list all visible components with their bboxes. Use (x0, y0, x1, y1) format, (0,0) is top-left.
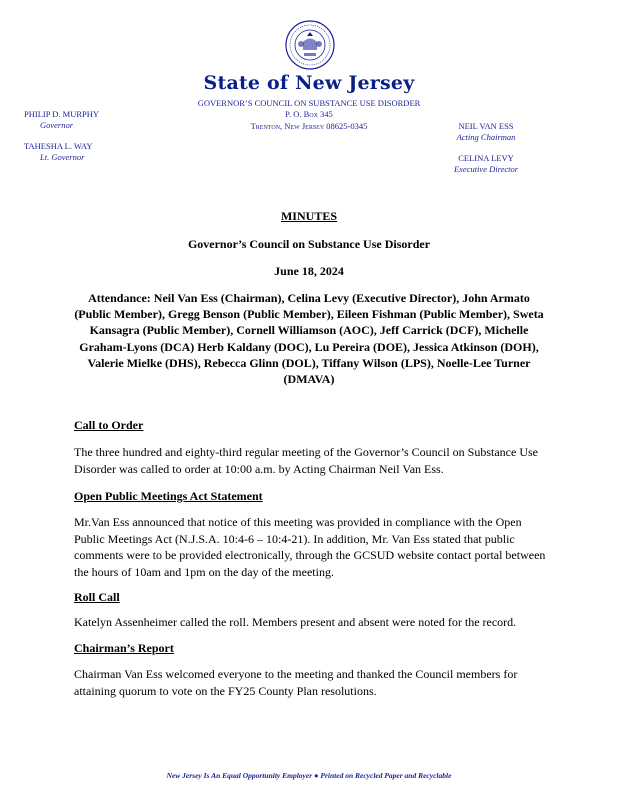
director-name: CELINA LEVY (458, 153, 514, 163)
governor-title: Governor (40, 120, 74, 130)
meeting-date: June 18, 2024 (274, 264, 344, 278)
council-subheading: Governor’s Council on Substance Use Disorder (187, 237, 431, 251)
section-heading-chairmans-report: Chairman’s Report (74, 641, 174, 655)
chairman-name: NEIL VAN ESS (458, 121, 514, 131)
attendance-list: Attendance: Neil Van Ess (Chairman), Celina Levy (Executive Director), John Armato (Public Member), Gregg Benson (Public Member), Eileen Fishman (Public Member), Sweta Kansagra (Public Member), Cornell Williamson (AOC), Jeff Carrick (DCF), Michelle Graham-Lyons (DCA) Herb Kaldany (DOC), Lu Pereira (DOE), Jessica Atkinson (DOH), Valerie Mielke (DHS), Rebecca Glinn (DOL), Tiffany Wilson (LPS), Noelle-Lee Turner (DMAVA) (74, 291, 544, 387)
lt-governor-title: Lt. Governor (40, 152, 85, 162)
state-title: State of New Jersey (203, 72, 415, 94)
city-address: Trenton, New Jersey 08625-0345 (250, 121, 368, 131)
footer-notice: New Jersey Is An Equal Opportunity Employer ● Printed on Recycled Paper and Recyclable (166, 771, 452, 780)
lt-governor-name: TAHESHA L. WAY (24, 141, 93, 151)
minutes-heading: MINUTES (280, 209, 337, 223)
governor-name: PHILIP D. MURPHY (24, 109, 100, 119)
section-text-open-meetings: Mr.Van Ess announced that notice of this meeting was provided in compliance with the Open Public Meetings Act (N.J.S.A. 10:4-6 – 10:4-21). In addition, Mr. Van Ess stated that public comments were to be provided electronically, through the GCSUD website contact portal between the hours of 10am and 1pm on the day of the meeting. (74, 515, 546, 579)
po-box: P. O. Box 345 (285, 109, 333, 119)
section-text-chairmans-report: Chairman Van Ess welcomed everyone to the meeting and thanked the Council members for attaining quorum to vote on the FY25 County Plan resolutions. (74, 667, 518, 698)
left-officials (24, 109, 154, 163)
council-name: GOVERNOR’S COUNCIL ON SUBSTANCE USE DISORDER (197, 98, 421, 108)
section-text-call-to-order: The three hundred and eighty-third regular meeting of the Governor’s Council on Substance Use Disorder was called to order at 10:00 a.m. by Acting Chairman Neil Van Ess. (74, 445, 538, 476)
director-title: Executive Director (453, 164, 519, 174)
section-text-roll-call: Katelyn Assenheimer called the roll. Members present and absent were noted for the record. (74, 615, 517, 629)
section-heading-call-to-order: Call to Order (74, 418, 144, 432)
section-heading-roll-call: Roll Call (74, 590, 120, 604)
chairman-title: Acting Chairman (456, 132, 516, 142)
section-heading-open-meetings: Open Public Meetings Act Statement (74, 489, 263, 503)
right-officials (416, 121, 556, 175)
state-seal-icon (285, 20, 335, 70)
